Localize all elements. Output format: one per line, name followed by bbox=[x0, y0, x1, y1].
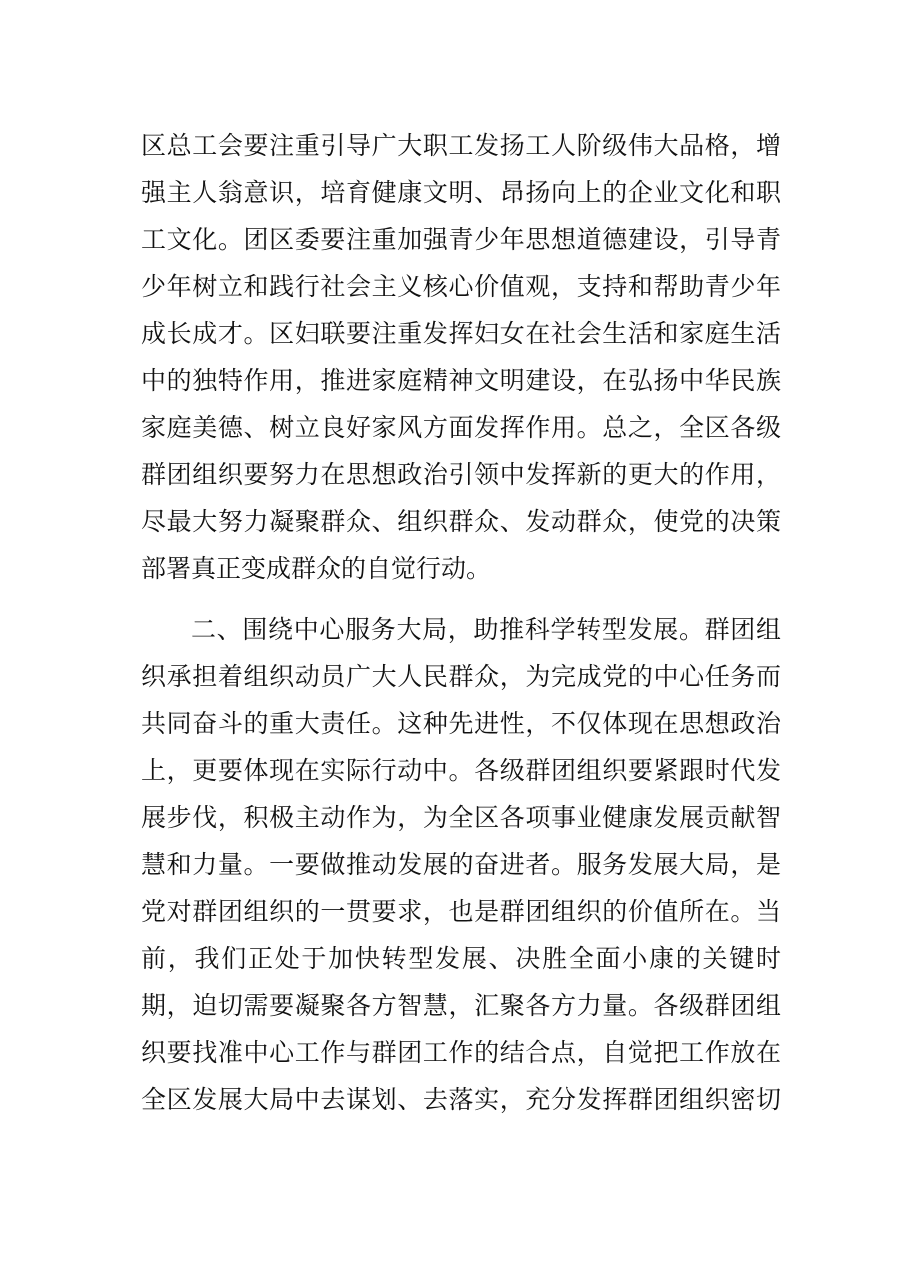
text-line: 部署真正变成群众的自觉行动。 bbox=[141, 554, 492, 583]
body-text bbox=[141, 122, 781, 1123]
paragraph-spacer bbox=[141, 592, 781, 606]
paragraph-1 bbox=[141, 122, 781, 592]
text-line: 群团组织要努力在思想政治引领中发挥新的更大的作用， bbox=[141, 460, 781, 489]
text-line: 区总工会要注重引导广大职工发扬工人阶级伟大品格，增 bbox=[141, 131, 781, 160]
text-line: 中的独特作用，推进家庭精神文明建设，在弘扬中华民族 bbox=[141, 366, 781, 395]
text-line: 期，迫切需要凝聚各方智慧，汇聚各方力量。各级群团组 bbox=[141, 991, 781, 1020]
text-line: 少年树立和践行社会主义核心价值观，支持和帮助青少年 bbox=[141, 272, 781, 301]
text-line: 前，我们正处于加快转型发展、决胜全面小康的关键时 bbox=[141, 944, 781, 973]
text-line: 强主人翁意识，培育健康文明、昂扬向上的企业文化和职 bbox=[141, 178, 781, 207]
text-line: 尽最大努力凝聚群众、组织群众、发动群众，使党的决策 bbox=[141, 507, 781, 536]
text-line: 织要找准中心工作与群团工作的结合点，自觉把工作放在 bbox=[141, 1038, 781, 1067]
text-line: 二、围绕中心服务大局，助推科学转型发展。群团组 bbox=[191, 615, 781, 644]
text-line: 工文化。团区委要注重加强青少年思想道德建设，引导青 bbox=[141, 225, 781, 254]
text-line: 织承担着组织动员广大人民群众，为完成党的中心任务而 bbox=[141, 662, 781, 691]
text-line: 全区发展大局中去谋划、去落实，充分发挥群团组织密切 bbox=[141, 1085, 781, 1114]
text-line: 家庭美德、树立良好家风方面发挥作用。总之，全区各级 bbox=[141, 413, 781, 442]
text-line: 成长成才。区妇联要注重发挥妇女在社会生活和家庭生活 bbox=[141, 319, 781, 348]
paragraph-2 bbox=[141, 606, 781, 1123]
text-line: 党对群团组织的一贯要求，也是群团组织的价值所在。当 bbox=[141, 897, 781, 926]
text-line: 共同奋斗的重大责任。这种先进性，不仅体现在思想政治 bbox=[141, 709, 781, 738]
text-line: 慧和力量。一要做推动发展的奋进者。服务发展大局，是 bbox=[141, 850, 781, 879]
text-line: 上，更要体现在实际行动中。各级群团组织要紧跟时代发 bbox=[141, 756, 781, 785]
text-line: 展步伐，积极主动作为，为全区各项事业健康发展贡献智 bbox=[141, 803, 781, 832]
